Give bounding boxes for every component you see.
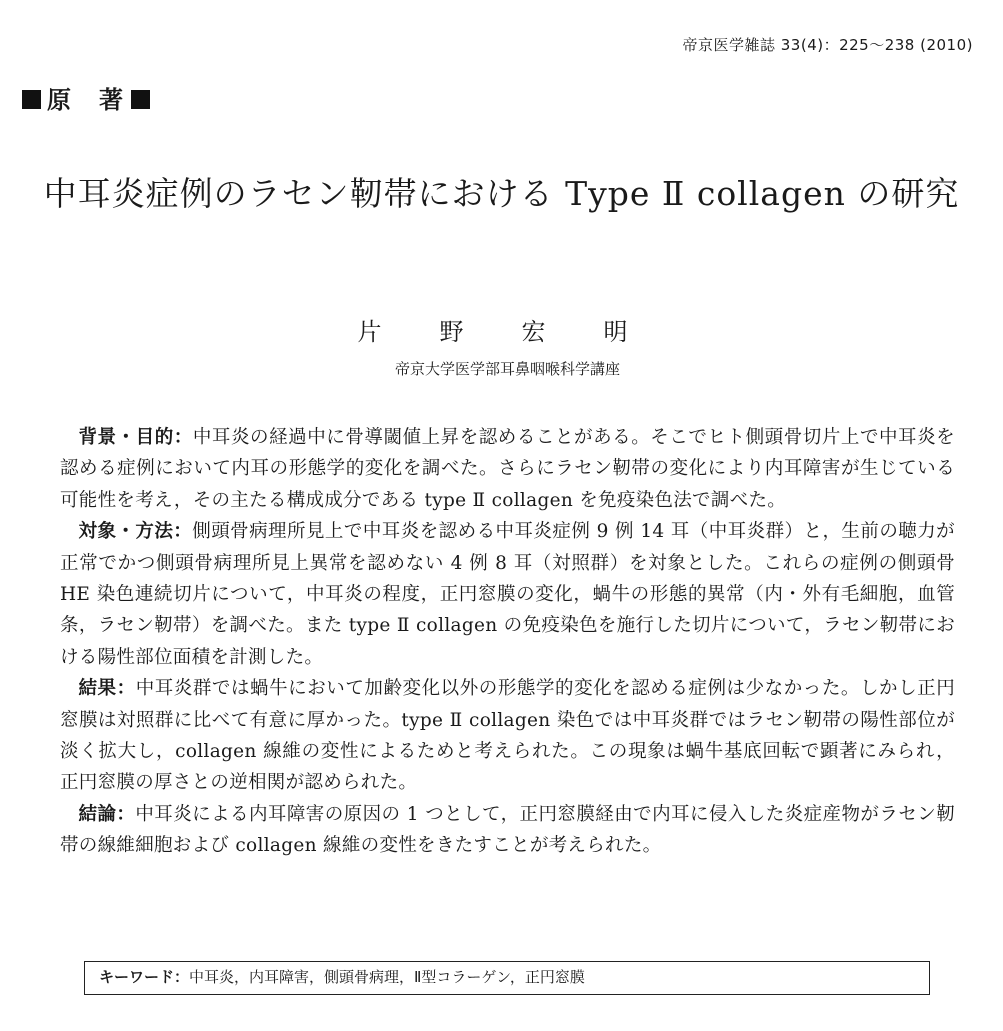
- abstract-text: 中耳炎群では蝸牛において加齢変化以外の形態学的変化を認める症例は少なかった。しかし正円窓膜は対照群に比べて有意に厚かった。type Ⅱ collagen 染色では中耳炎群ではラセン靭帯の陽性部位が淡く拡大し，collagen 線維の変性によるためと考えられた。この現象は蝸牛基底回転で顕著にみられ，正円窓膜の厚さとの逆相関が認められた。: [60, 678, 955, 794]
- journal-citation: 帝京医学雑誌 33(4)：225〜238 (2010): [682, 36, 973, 54]
- abstract-conclusion: [60, 799, 955, 862]
- author-affiliation: 帝京大学医学部耳鼻咽喉科学講座: [394, 360, 620, 378]
- article-title: 中耳炎症例のラセン靭帯における Type Ⅱ collagen の研究: [43, 174, 960, 213]
- abstract-text: 中耳炎の経過中に骨導閾値上昇を認めることがある。そこでヒト側頭骨切片上で中耳炎を認める症例において内耳の形態学的変化を調べた。さらにラセン靭帯の変化により内耳障害が生じている可能性を考え，その主たる構成成分である type Ⅱ collagen を免疫染色法で調べた。: [60, 427, 955, 511]
- abstract-text: 側頭骨病理所見上で中耳炎を認める中耳炎症例 9 例 14 耳（中耳炎群）と，生前の聴力が正常でかつ側頭骨病理所見上異常を認めない 4 例 8 耳（対照群）を対象とした。これらの症例の側頭骨 HE 染色連続切片について，中耳炎の程度，正円窓膜の変化，蝸牛の形態的異常（内・外有毛細胞，血管条，ラセン靭帯）を調べた。また type Ⅱ collagen の免疫染色を施行した切片について，ラセン靭帯における陽性部位面積を計測した。: [60, 521, 955, 668]
- abstract-heading: 結論：: [78, 803, 136, 825]
- abstract-methods: [60, 516, 955, 673]
- abstract: [60, 422, 955, 862]
- abstract-text: 中耳炎による内耳障害の原因の 1 つとして，正円窓膜経由で内耳に侵入した炎症産物がラセン靭帯の線維細胞および collagen 線維の変性をきたすことが考えられた。: [60, 803, 955, 857]
- category-label: 原 著: [47, 86, 125, 114]
- keywords-label: キーワード：: [99, 968, 190, 986]
- abstract-heading: 結果：: [78, 678, 136, 700]
- author-name: 片野宏明: [357, 318, 686, 346]
- black-square-icon: [131, 90, 150, 109]
- abstract-results: [60, 673, 955, 799]
- keywords-text: 中耳炎，内耳障害，側頭骨病理，Ⅱ型コラーゲン，正円窓膜: [189, 968, 585, 986]
- black-square-icon: [22, 90, 41, 109]
- abstract-heading: 背景・目的：: [78, 427, 193, 448]
- abstract-background: [60, 422, 955, 516]
- keywords-box: [84, 961, 930, 995]
- article-category: [22, 80, 150, 115]
- abstract-heading: 対象・方法：: [78, 521, 193, 543]
